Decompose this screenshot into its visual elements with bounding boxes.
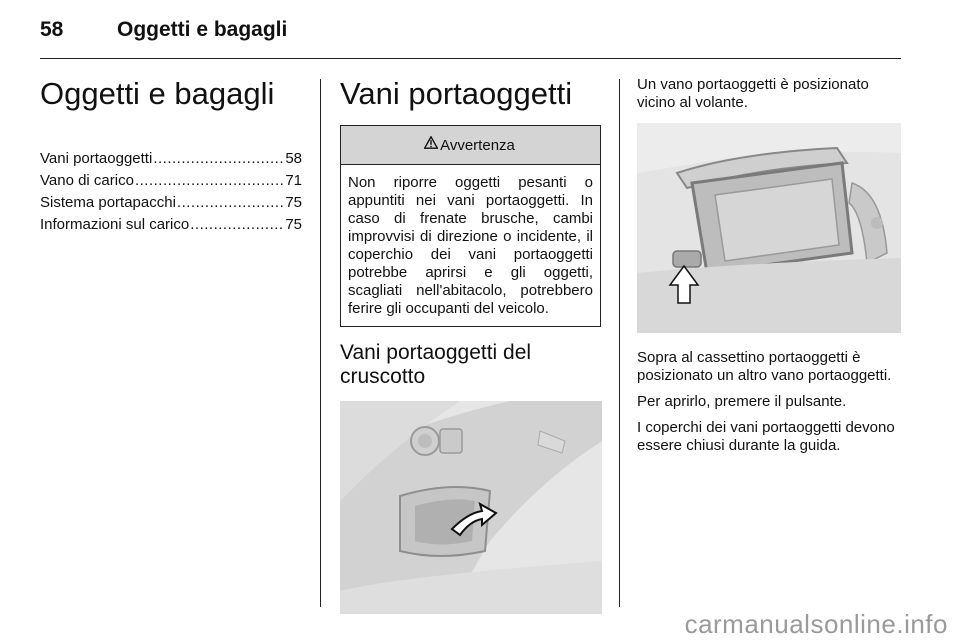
toc-leader <box>177 192 284 214</box>
right-column <box>637 76 901 455</box>
toc-leader <box>190 214 284 236</box>
subsection-title: Vani portaoggetti del cruscotto <box>340 341 532 388</box>
toc-label: Vani portaoggetti <box>40 150 153 167</box>
header-rule <box>40 58 901 59</box>
page-number: 58 <box>40 18 64 41</box>
toc-label: Vano di carico <box>40 172 134 189</box>
intro-paragraph: Un vano portaoggetti è posizionato vicino al volante. <box>637 76 869 111</box>
toc-page: 75 <box>285 194 302 211</box>
toc-entry[interactable] <box>40 214 302 236</box>
section-title: Vani portaoggetti <box>340 76 573 111</box>
toc-entry[interactable] <box>40 148 302 170</box>
toc-page: 71 <box>285 172 302 189</box>
paragraph: I coperchi dei vani portaoggetti devono essere chiusi durante la guida. <box>637 419 895 454</box>
watermark: carmanualsonline.info <box>684 609 948 639</box>
toc-leader <box>135 170 284 192</box>
chapter-column <box>40 74 302 236</box>
toc-label: Sistema portapacchi <box>40 194 176 211</box>
column-divider <box>320 79 321 607</box>
toc-entry[interactable] <box>40 192 302 214</box>
paragraph: Sopra al cassettino portaoggetti è posizionato un altro vano portaoggetti. <box>637 349 892 384</box>
toc-label: Informazioni sul carico <box>40 216 190 233</box>
chapter-title: Oggetti e bagagli <box>40 76 275 111</box>
toc-page: 75 <box>285 216 302 233</box>
warning-heading: Avvertenza <box>440 136 515 154</box>
paragraph: Per aprirlo, premere il pulsante. <box>637 393 847 410</box>
section-column <box>340 74 602 614</box>
warning-header <box>341 126 600 165</box>
running-title: Oggetti e bagagli <box>117 18 288 41</box>
table-of-contents <box>40 148 302 236</box>
toc-page: 58 <box>285 150 302 167</box>
column-divider <box>619 79 620 607</box>
toc-entry[interactable] <box>40 170 302 192</box>
dashboard-storage-photo <box>340 401 602 614</box>
warning-box <box>340 125 601 327</box>
toc-leader <box>153 148 284 170</box>
warning-text: Non riporre oggetti pesanti o appuntiti nei vani portaoggetti. In caso di frenate brusche, cambi improvvisi di direzione o incidente, il coperchio dei vani portaoggetti potrebbe aprirsi e gli oggetti, scagliati nell'abitacolo, potrebbero ferire gli occupanti del veicolo. <box>348 174 593 317</box>
steering-storage-photo <box>637 123 901 333</box>
